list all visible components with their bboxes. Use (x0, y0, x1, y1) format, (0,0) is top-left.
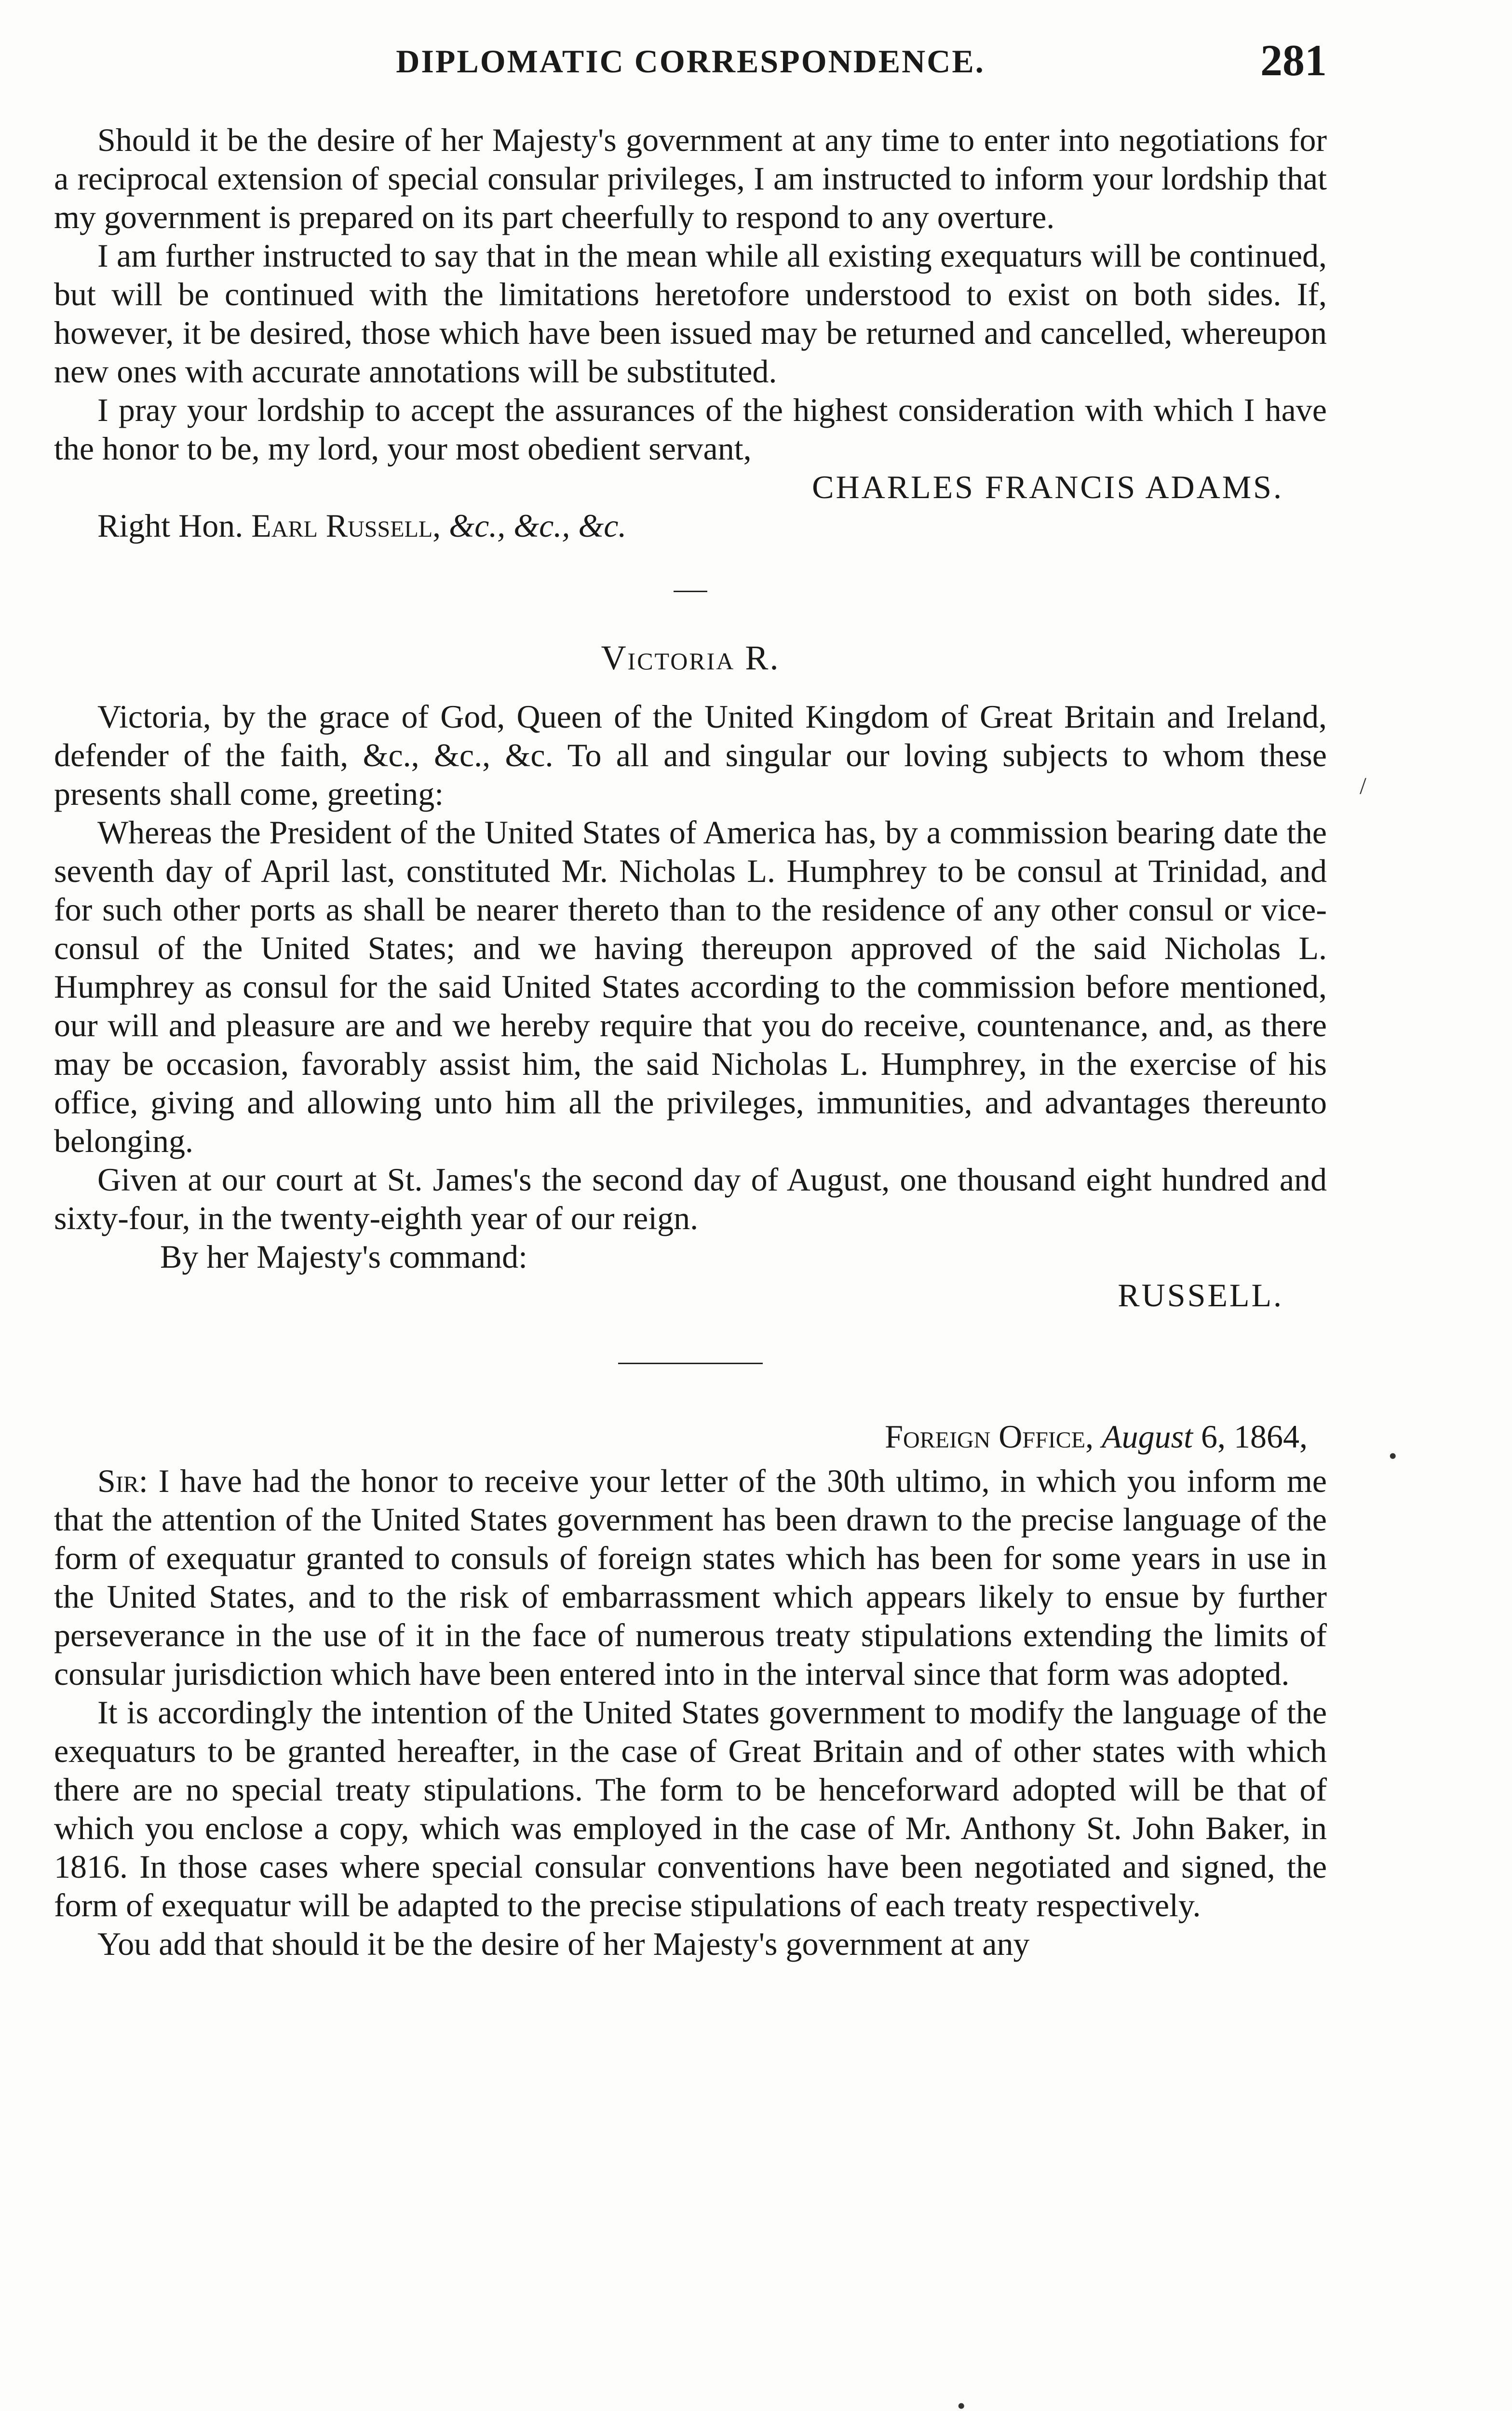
addressee-prefix: Right Hon. (97, 507, 243, 544)
paragraph: I am further instructed to say that in the mean while all existing exequaturs will be continued, but will be continued with the limitations heretofore understood to exist on both sides. If, however, it be desired, those which have been issued may be returned and cancelled, whereupon new ones with accurate annotations will be substituted. (54, 237, 1327, 390)
addressee-name: Earl Russell, (251, 507, 441, 544)
signature-russell: RUSSELL. (1118, 1277, 1283, 1314)
paragraph: You add that should it be the desire of her Majesty's government at any (97, 1925, 1030, 1962)
signature-adams: CHARLES FRANCIS ADAMS. (812, 469, 1283, 505)
dateline-rest: 6, 1864, (1201, 1418, 1308, 1455)
russell-letter (54, 1417, 1327, 1963)
print-mark: • (957, 2392, 966, 2411)
exequatur-title: Victoria R. (601, 638, 780, 677)
paragraph: Should it be the desire of her Majesty's government at any time to enter into negotiations for a reciprocal extension of special consular privileges, I am instructed to inform your lordship that my government is prepared on its part cheerfully to respond to any overture. (54, 122, 1327, 235)
paragraph (54, 1462, 1327, 1693)
dateline-month: August (1102, 1418, 1193, 1455)
section-divider (674, 591, 707, 592)
section-divider (618, 1363, 763, 1364)
paragraph: Given at our court at St. James's the second day of August, one thousand eight hundred and sixty-four, in the twenty-eighth year of our reign. (54, 1161, 1327, 1236)
paragraph: I pray your lordship to accept the assurances of the highest consideration with which I have the honor to be, my lord, your most obedient servant, (54, 392, 1327, 467)
page-header (54, 33, 1327, 86)
dateline (54, 1417, 1327, 1456)
salutation: Sir (97, 1463, 139, 1499)
paragraph-text: : I have had the honor to receive your letter of the 30th ultimo, in which you inform me that the attention of the United States government has been drawn to the precise language of the form of exequatur granted to consuls of foreign states which has been for some years in use in the United States, and to the risk of embarrassment which appears likely to ensue by further perseverance in the use of it in the face of numerous treaty stipulations extending the limits of consular jurisdiction which have been entered into in the interval since that form was adopted. (54, 1463, 1327, 1692)
addressee-suffix: &c., &c., &c. (449, 507, 627, 544)
running-title: DIPLOMATIC CORRESPONDENCE. (396, 43, 985, 80)
adams-letter-closing (54, 121, 1327, 545)
page-number: 281 (1260, 36, 1327, 85)
paragraph: It is accordingly the intention of the United States government to modify the language of the exequaturs to be granted hereafter, in the case of Great Britain and of other states with which there are no special treaty stipulations. The form to be henceforward adopted will be that of which you enclose a copy, which was employed in the case of Mr. Anthony St. John Baker, in 1816. In those cases where special consular conventions have been negotiated and signed, the form of exequatur will be adapted to the precise stipulations of each treaty respectively. (54, 1694, 1327, 1923)
print-mark: • (1389, 1442, 1397, 1469)
page-body (54, 121, 1327, 1963)
paragraph: Victoria, by the grace of God, Queen of the United Kingdom of Great Britain and Ireland, defender of the faith, &c., &c., &c. To all and singular our loving subjects to whom these presents shall come, greeting: (54, 698, 1327, 812)
print-mark: / (1360, 772, 1366, 799)
addressee (54, 506, 1327, 545)
dateline-place: Foreign Office, (885, 1418, 1094, 1455)
paragraph: Whereas the President of the United States of America has, by a commission bearing date the seventh day of April last, constituted Mr. Nicholas L. Humphrey to be consul at Trinidad, and for such other ports as shall be nearer thereto than to the residence of any other consul or vice-consul of the United States; and we having thereupon approved of the said Nicholas L. Humphrey as consul for the said United States according to the commission before mentioned, our will and pleasure are and we hereby require that you do receive, countenance, and, as there may be occasion, favorably assist him, the said Nicholas L. Humphrey, in the exercise of his office, giving and allowing unto him all the privileges, immunities, and advantages thereunto belonging. (54, 814, 1327, 1159)
command-line: By her Majesty's command: (160, 1238, 528, 1275)
exequatur-document (54, 638, 1327, 1314)
